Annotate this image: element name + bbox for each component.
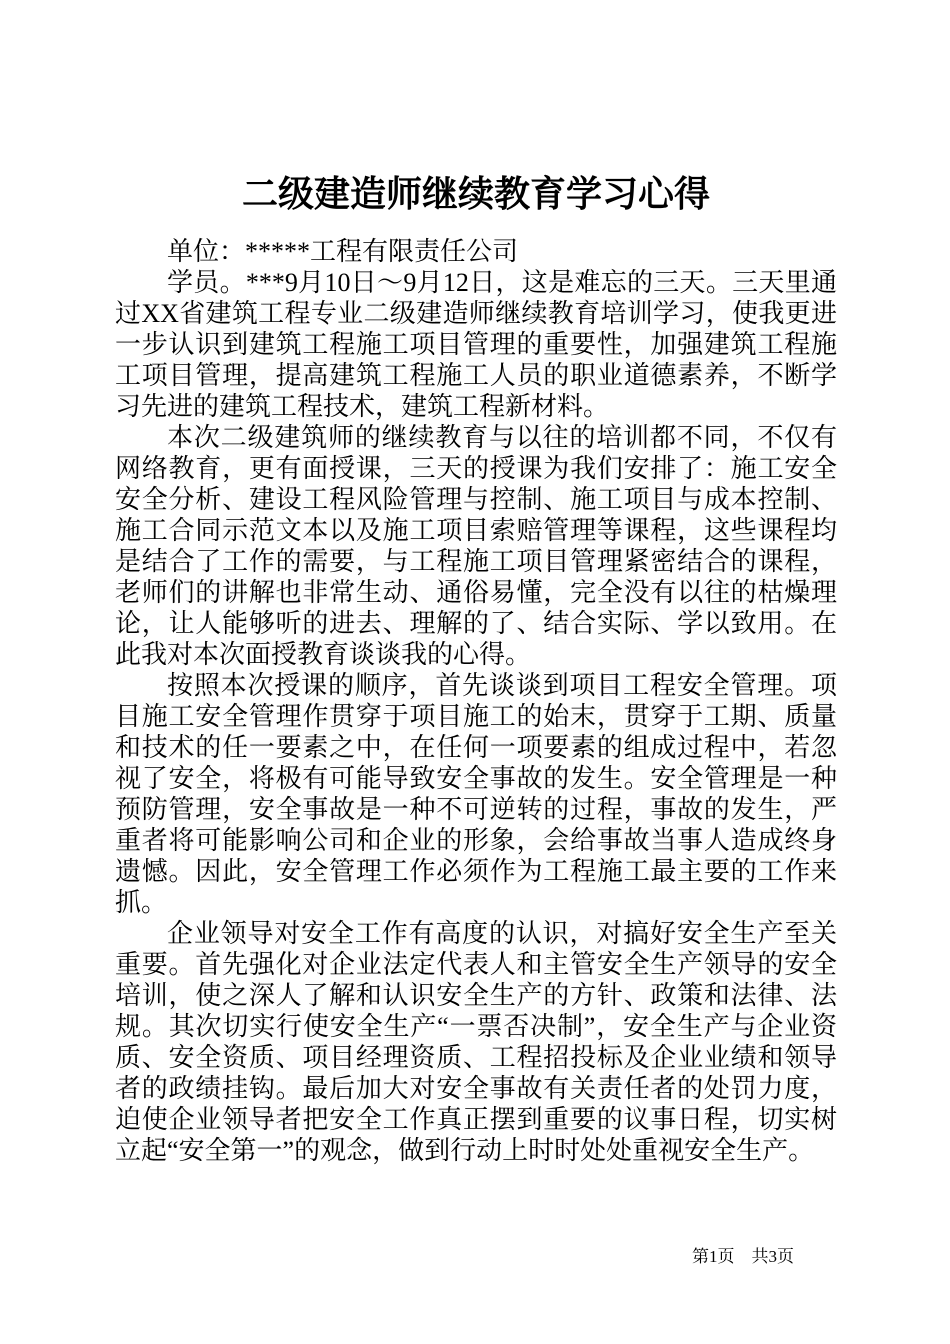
document-title: 二级建造师继续教育学习心得 xyxy=(241,174,710,214)
paragraph-leadership-safety: 企业领导对安全工作有高度的认识，对搞好安全生产至关重要。首先强化对企业法定代表人和主管安全生产领导的安全培训，使之深人了解和认识安全生产的方针、政策和法律、法规。其次切实行使安全生产“一票否决制”，安全生产与企业资质、安全资质、项目经理资质、工程招投标及企业业绩和领导者的政绩挂钩。最后加大对安全事故有关责任者的处罚力度，迫使企业领导者把安全工作真正摆到重要的议事日程，切实树立起“安全第一”的观念，做到行动上时时处处重视安全生产。 xyxy=(115,919,837,1165)
page-number-text: 第1页 共3页 xyxy=(692,1247,794,1266)
document-body xyxy=(115,236,837,1166)
paragraph-unit: 单位：*****工程有限责任公司 xyxy=(167,237,519,266)
paragraph-training-courses: 本次二级建筑师的继续教育与以往的培训都不同，不仅有网络教育，更有面授课，三天的授课为我们安排了：施工安全安全分析、建设工程风险管理与控制、施工项目与成本控制、施工合同示范文本以及施工项目索赔管理等课程，这些课程均是结合了工作的需要，与工程施工项目管理紧密结合的课程，老师们的讲解也非常生动、通俗易懂，完全没有以往的枯燥理论，让人能够听的进去、理解的了、结合实际、学以致用。在此我对本次面授教育谈谈我的心得。 xyxy=(115,423,837,669)
paragraph-student-intro: 学员。***9月10日～9月12日，这是难忘的三天。三天里通过XX省建筑工程专业二级建造师继续教育培训学习，使我更进一步认识到建筑工程施工项目管理的重要性，加强建筑工程施工项目管理，提高建筑工程施工人员的职业道德素养，不断学习先进的建筑工程技术，建筑工程新材料。 xyxy=(115,268,837,421)
page-footer xyxy=(675,1224,794,1290)
paragraph-safety-management: 按照本次授课的顺序，首先谈谈到项目工程安全管理。项目施工安全管理作贯穿于项目施工的始末，贯穿于工期、质量和技术的任一要素之中，在任何一项要素的组成过程中，若忽视了安全，将极有可能导致安全事故的发生。安全管理是一种预防管理，安全事故是一种不可逆转的过程，事故的发生，严重者将可能影响公司和企业的形象，会给事故当事人造成终身遗憾。因此，安全管理工作必须作为工程施工最主要的工作来抓。 xyxy=(115,671,837,917)
